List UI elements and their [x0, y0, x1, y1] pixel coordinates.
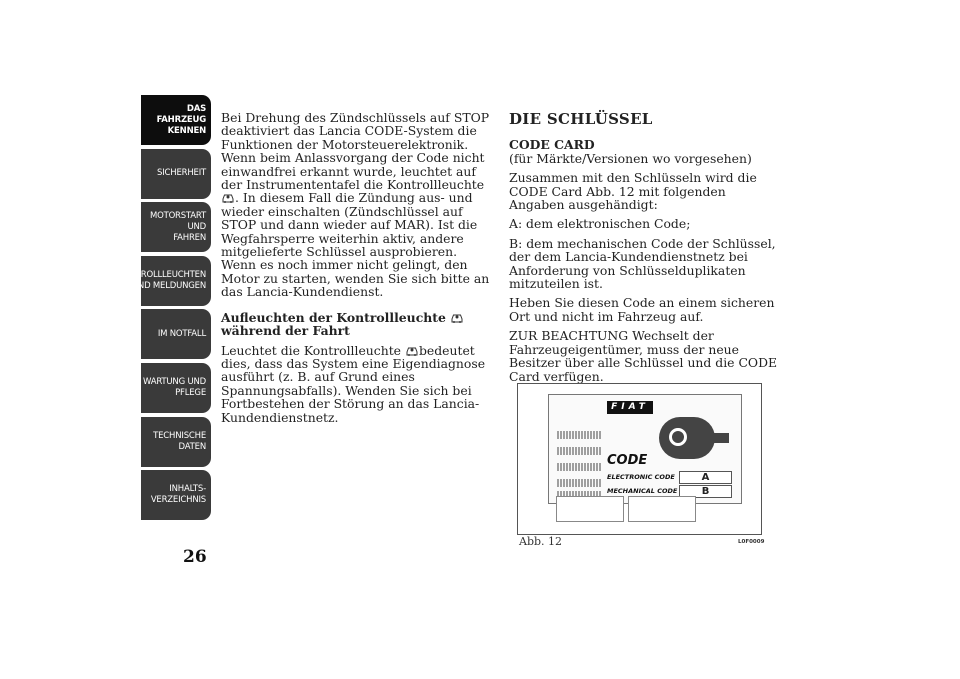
paragraph: Zusammen mit den Schlüsseln wird die CODE Card Abb. 12 mit folgenden Angaben ausgehändigt:	[509, 170, 757, 213]
card-slot	[556, 496, 624, 522]
key-ring-icon	[669, 428, 687, 446]
key-head-icon	[659, 417, 715, 459]
tab-wartung-und-pflege[interactable]	[141, 363, 211, 413]
chapter-sidebar	[118, 95, 211, 524]
right-column	[509, 110, 781, 389]
tab-label: TECHNISCHE DATEN	[153, 430, 206, 452]
tab-label: SICHERHEIT	[157, 168, 206, 179]
tab-kontrollleuchten[interactable]	[118, 256, 211, 306]
card-title: CODE	[607, 453, 648, 468]
paragraph: Heben Sie diesen Code an einem sicheren Ort und nicht im Fahrzeug auf.	[509, 295, 775, 324]
tab-label: DAS FAHRZEUG KENNEN	[156, 103, 206, 136]
box-b: B	[679, 485, 732, 498]
tab-label: INHALTS- VERZEICHNIS	[150, 484, 206, 506]
car-key-warning-icon	[450, 312, 464, 324]
tab-label: MOTORSTART UND FAHREN	[149, 210, 206, 243]
warning-text-block	[557, 479, 601, 487]
tab-inhaltsverzeichnis[interactable]	[141, 470, 211, 520]
car-key-warning-icon	[405, 345, 419, 357]
box-a: A	[679, 471, 732, 484]
fiat-logo: FIAT	[607, 401, 653, 414]
text: Leuchtet die Kontrollleuchte	[221, 342, 405, 358]
paragraph: A: dem elektronischen Code;	[509, 216, 691, 232]
subheading: CODE CARD	[509, 137, 595, 153]
tab-das-fahrzeug-kennen[interactable]	[141, 95, 211, 145]
tab-motorstart-und-fahren[interactable]	[141, 202, 211, 252]
car-key-warning-icon	[221, 192, 235, 204]
section-heading	[221, 311, 493, 338]
text: bedeutet dies, dass das System eine Eigendiagnose ausführt (z. B. auf Grund eines Spannungsabfalls). Wenden Sie sich bei Fortbestehen der Störung an das Lancia-Kundendienstnetz.	[221, 342, 486, 425]
figure-code: L0F0009	[738, 539, 765, 545]
card-slot	[628, 496, 696, 522]
tab-technische-daten[interactable]	[141, 417, 211, 467]
paragraph	[221, 344, 493, 424]
text: Aufleuchten der Kontrollleuchte	[221, 309, 451, 325]
warning-text-block	[557, 447, 601, 455]
page-number: 26	[183, 547, 207, 567]
figure-caption: Abb. 12	[519, 535, 563, 548]
paragraph	[221, 111, 493, 299]
code-card	[548, 394, 742, 504]
warning-text-block	[557, 431, 601, 439]
text: während der Fahrt	[221, 323, 350, 339]
tab-label: KONTROLLLEUCHTEN UND MELDUNGEN	[118, 269, 206, 291]
tab-sicherheit[interactable]	[141, 149, 211, 199]
subnote: (für Märkte/Versionen wo vorgesehen)	[509, 150, 752, 166]
left-column	[221, 111, 493, 430]
mechanical-code-label: MECHANICAL CODE	[607, 487, 678, 495]
tab-label: IM NOTFALL	[157, 328, 206, 339]
text: Bei Drehung des Zündschlüssels auf STOP deaktiviert das Lancia CODE-System die Funktionen der Motorsteuerelektronik. Wenn beim Anlassvorgang der Code nicht einwandfrei erkannt wurde, leuchtet auf der Instrumententafel die Kontrollleuchte	[221, 110, 490, 193]
code-card-figure	[517, 383, 762, 535]
paragraph: ZUR BEACHTUNG Wechselt der Fahrzeugeigentümer, muss der neue Besitzer über alle Schlüssel und die CODE Card verfügen.	[509, 328, 778, 384]
tab-label: WARTUNG UND PFLEGE	[142, 376, 206, 398]
tab-im-notfall[interactable]	[141, 309, 211, 359]
paragraph: B: dem mechanischen Code der Schlüssel, der dem Lancia-Kundendienstnetz bei Anforderung von Schlüsselduplikaten mitzuteilen ist.	[509, 235, 776, 292]
electronic-code-label: ELECTRONIC CODE	[607, 473, 675, 481]
text: . In diesem Fall die Zündung aus- und wieder einschalten (Zündschlüssel auf STOP und dann wieder auf MAR). Ist die Wegfahrsperre weiterhin aktiv, andere mitgelieferte Schlüssel ausprobieren. Wenn es noch immer nicht gelingt, den Motor zu starten, wenden Sie sich bitte an das Lancia-Kundendienst.	[221, 190, 490, 300]
section-title: DIE SCHLÜSSEL	[509, 110, 653, 128]
warning-text-block	[557, 463, 601, 471]
